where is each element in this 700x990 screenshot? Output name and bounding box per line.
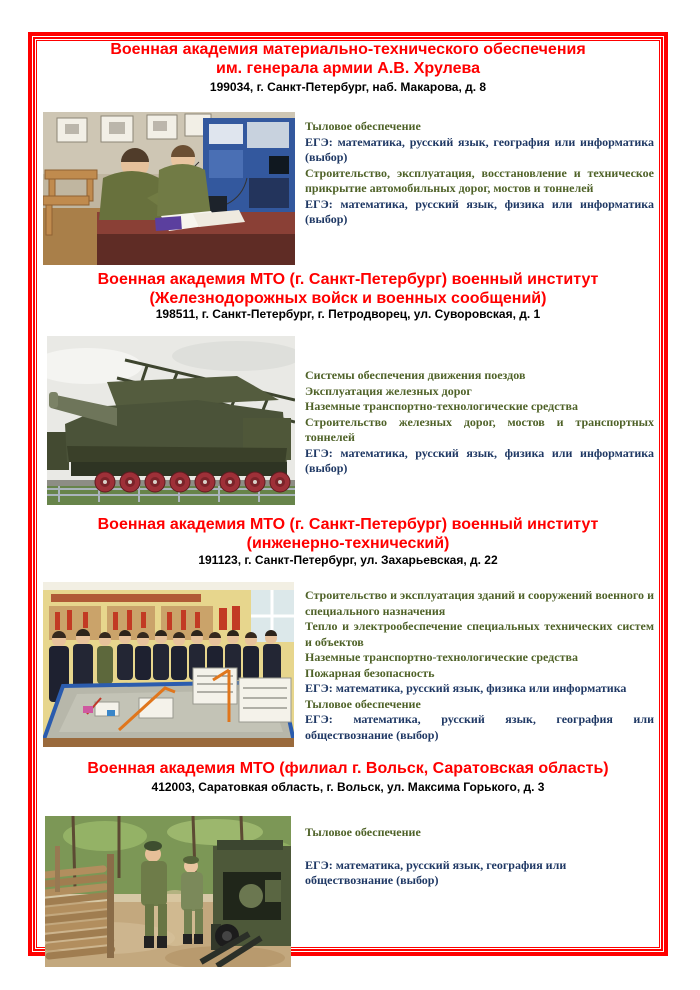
section-1-title-line2: им. генерала армии А.В. Хрулева: [215, 60, 481, 77]
program-line: Тыловое обеспечение: [305, 825, 421, 839]
exam-line: ЕГЭ: математика, русский язык, география или информатика (выбор): [305, 134, 654, 164]
section-3-title-line1: Военная академия МТО (г. Санкт-Петербург) военный институт: [97, 516, 599, 533]
program-line: Наземные транспортно-технологические средства: [305, 650, 578, 664]
exam-line: ЕГЭ: математика, русский язык, физика или информатика (выбор): [305, 196, 654, 226]
section-1-title: [36, 40, 660, 78]
section-3-title: [36, 515, 660, 553]
section-1-program-list: [305, 119, 654, 228]
section-3-program-list: [305, 588, 654, 743]
section-4-address: 412003, Саратовкая область, г. Вольск, ул. Максима Горького, д. 3: [151, 780, 545, 794]
photo-railway-artillery: [47, 336, 295, 505]
section-3-address: 191123, г. Санкт-Петербург, ул. Захарьевская, д. 22: [198, 553, 498, 567]
section-4-title: [36, 759, 660, 778]
section-4-program-list: [305, 825, 637, 889]
exam-line: ЕГЭ: математика, русский язык, физика или информатика: [305, 681, 627, 695]
exam-line: ЕГЭ: математика, русский язык, география или обществознание (выбор): [305, 712, 654, 742]
program-line: Системы обеспечения движения поездов: [305, 368, 526, 382]
program-line: Строительство и эксплуатация зданий и сооружений военного и специального назначения: [305, 588, 654, 618]
program-line: Эксплуатация железных дорог: [305, 383, 472, 398]
photo-cadets-model-room: [43, 582, 294, 747]
program-line: Наземные транспортно-технологические средства: [305, 399, 578, 413]
program-line: Пожарная безопасность: [305, 665, 435, 680]
photo-laboratory-cadets: [43, 112, 295, 265]
photo-field-exercise: [45, 816, 291, 967]
section-2-address: 198511, г. Санкт-Петербург, г. Петродворец, ул. Суворовская, д. 1: [155, 307, 541, 321]
section-4-title-line1: Военная академия МТО (филиал г. Вольск, Саратовская область): [87, 760, 609, 777]
program-line: Строительство железных дорог, мостов и транспортных тоннелей: [305, 414, 654, 444]
section-2-title-line1: Военная академия МТО (г. Санкт-Петербург) военный институт: [97, 271, 599, 288]
section-2-title: [36, 270, 660, 308]
section-1-title-line1: Военная академия материально-технического обеспечения: [110, 41, 586, 58]
section-1-address: 199034, г. Санкт-Петербург, наб. Макарова, д. 8: [209, 80, 487, 94]
section-2-program-list: [305, 368, 654, 477]
section-2-title-line2: (Железнодорожных войск и военных сообщений): [149, 290, 547, 307]
program-line: Строительство, эксплуатация, восстановление и техническое прикрытие автомобильных дорог, мостов и тоннелей: [305, 165, 654, 195]
exam-line: ЕГЭ: математика, русский язык, география или обществознание (выбор): [305, 857, 567, 887]
section-3-title-line2: (инженерно-технический): [246, 535, 450, 552]
exam-line: ЕГЭ: математика, русский язык, физика или информатика (выбор): [305, 445, 654, 475]
program-line: Тыловое обеспечение: [305, 119, 421, 133]
program-line: Тыловое обеспечение: [305, 696, 421, 711]
program-line: Тепло и электрообеспечение специальных технических систем и объектов: [305, 619, 654, 649]
